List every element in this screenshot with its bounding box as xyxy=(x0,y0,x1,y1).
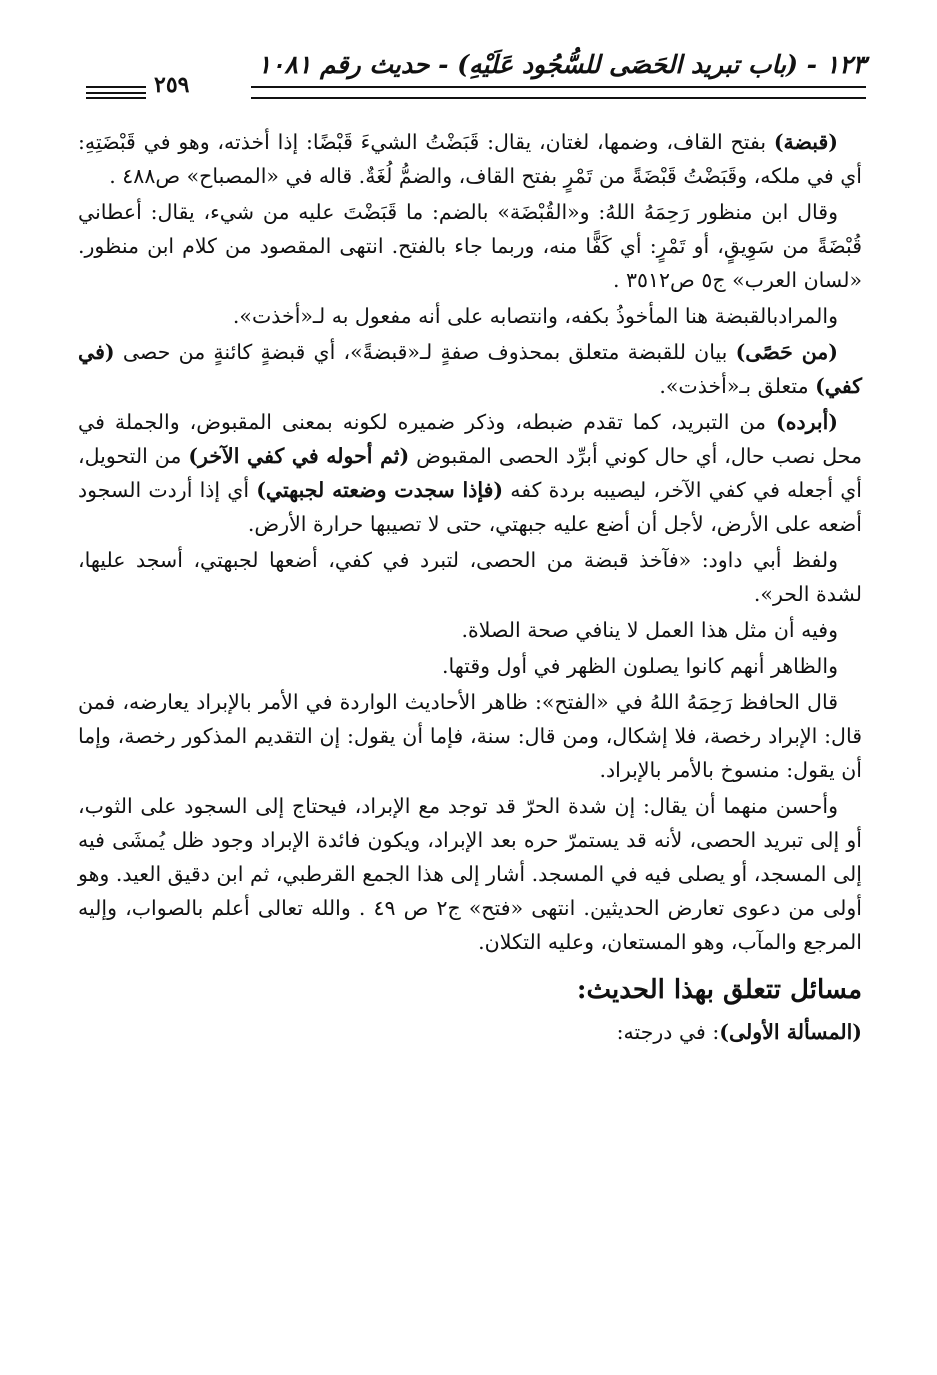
paragraph xyxy=(78,613,862,647)
paragraph xyxy=(78,405,862,541)
paragraph-text: وقال ابن منظور رَحِمَهُ اللهُ: و«القُبْضَة» بالضم: ما قَبَضْتَ عليه من شيء، يقال: أعطاني قُبْضَةً من سَوِيقٍ، أو تَمْرٍ: أي كَفًّا منه، وربما جاء بالفتح. انتهى المقصود من كلام ابن منظور. «لسان العرب» ج٥ ص٣٥١٢ . xyxy=(78,200,862,292)
paragraph-text: أي إذا أردت السجود أضعه على الأرض، لأجل أن أضع عليه جبهتي، حتى لا تصيبها حرارة الأرض. xyxy=(78,478,862,536)
paragraph-text: بفتح القاف، وضمها، لغتان، يقال: قَبَضْتُ الشيءَ قَبْضًا: إذا أخذته، وهو في قَبْضَتِهِ: أي في ملكه، وقَبَضْتُ قَبْضَةً من تَمْرٍ بفتح القاف، والضمُّ لُغَةٌ. قاله في «المصباح» ص٤٨٨ . xyxy=(78,130,862,188)
paragraph-text: وأحسن منهما أن يقال: إن شدة الحرّ قد توجد مع الإبراد، فيحتاج إلى السجود على الثوب، أو إلى تبريد الحصى، لأنه قد يستمرّ حره بعد الإبراد، ويكون فائدة الإبراد وجود ظل يُمشَى فيه إلى المسجد، أو يصلى فيه في المسجد. أشار إلى هذا الجمع القرطبي، ثم ابن دقيق العيد. وهو أولى من دعوى تعارض الحديثين. انتهى «فتح» ج٢ ص ٤٩ . والله تعالى أعلم بالصواب، وإليه المرجع والمآب، وهو المستعان، وعليه التكلان. xyxy=(78,794,862,954)
section-heading: مسائل تتعلق بهذا الحديث: xyxy=(576,975,862,1005)
header-rule xyxy=(251,97,866,99)
paragraph xyxy=(78,299,862,333)
masala-text: : في درجته: xyxy=(616,1020,720,1044)
paragraph-text: قال الحافظ رَحِمَهُ اللهُ في «الفتح»: ظاهر الأحاديث الواردة في الأمر بالإبراد يعارضه، فمن قال: الإبراد رخصة، فلا إشكال، ومن قال: سنة، فإما أن يقول: إن التقديم المذكور رخصة، وإما أن يقول: منسوخ بالأمر بالإبراد. xyxy=(78,690,862,782)
page-header xyxy=(86,44,866,104)
paragraph-text: ولفظ أبي داود: «فآخذ قبضة من الحصى، لتبرد في كفي، أضعها لجبهتي، أسجد عليها، لشدة الحر». xyxy=(78,548,862,606)
bold-term: (قبضة) xyxy=(773,130,838,154)
paragraphs xyxy=(78,125,862,959)
bold-term: (من حَصًى) xyxy=(735,340,838,364)
paragraph xyxy=(78,335,862,403)
chapter-title: ١٢٣ - (باب تبريد الحَصَى للسُّجُود عَلَيْهِ) - حديث رقم ١٠٨١ xyxy=(257,50,866,79)
paragraph xyxy=(78,195,862,297)
paragraph xyxy=(78,789,862,959)
paragraph-text: من التحويل، أي أجعله في كفي الآخر، ليصيبه بردة كفه xyxy=(78,444,863,502)
paragraph xyxy=(78,649,862,683)
bold-term: (فإذا سجدت وضعته لجبهتي) xyxy=(256,478,504,502)
paragraph-text: من التبريد، كما تقدم ضبطه، وذكر ضميره لكونه بمعنى المقبوض، والجملة في محل نصب حال، أي حال كوني أبرِّد الحصى المقبوض xyxy=(78,410,863,468)
paragraph-text: وفيه أن مثل هذا العمل لا ينافي صحة الصلاة. xyxy=(461,618,838,642)
header-rule xyxy=(251,86,866,88)
paragraph xyxy=(78,685,862,787)
paragraph-text: والمرادبالقبضة هنا المأخوذُ بكفه، وانتصابه على أنه مفعول به لـ«أخذت». xyxy=(232,304,838,328)
paragraph-text: متعلق بـ«أخذت». xyxy=(659,374,816,398)
page-number-rule xyxy=(86,92,146,94)
paragraph-text: بيان للقبضة متعلق بمحذوف صفةٍ لـ«قبضةً»، أي قبضةٍ كائنةٍ من حصى xyxy=(114,340,736,364)
page-number-rule xyxy=(86,86,146,88)
bold-term: (في كفي) xyxy=(78,340,862,398)
bold-term: (أبرده) xyxy=(776,410,838,434)
paragraph xyxy=(78,125,862,193)
paragraph-text: والظاهر أنهم كانوا يصلون الظهر في أول وقتها. xyxy=(441,654,838,678)
page-number: ٢٥٩ xyxy=(154,72,190,98)
main-text xyxy=(78,125,862,1049)
bold-term: (ثم أحوله في كفي الآخر) xyxy=(188,444,410,468)
masala-label: (المسألة الأولى) xyxy=(719,1020,862,1044)
page-number-rule xyxy=(86,97,146,99)
paragraph xyxy=(78,543,862,611)
masala-line xyxy=(78,1015,862,1049)
